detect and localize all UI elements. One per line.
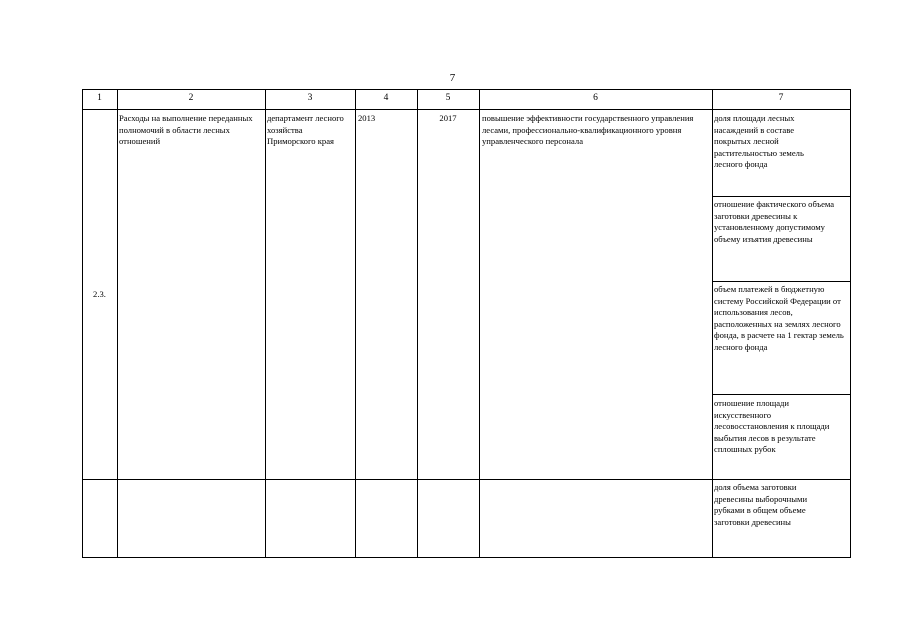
header-divider: [82, 109, 851, 110]
column-divider: [479, 89, 480, 558]
column-divider: [265, 89, 266, 558]
row-divider: [82, 479, 851, 480]
column-header-3: 3: [307, 93, 313, 103]
indicator-text: отношение фактического объема заготовки древесины к установленному допустимому объему изъятия древесины: [714, 199, 835, 244]
column-header-4: 4: [383, 93, 389, 103]
program-table: [82, 89, 850, 558]
row-number: 2.3.: [93, 289, 106, 299]
table-border-left: [82, 89, 83, 558]
expense-description: Расходы на выполнение переданных полномочий в области лесных отношений: [119, 113, 253, 147]
goal-description: повышение эффективности государственного управления лесами, профессионально-квалификационного уровня управленческого персонала: [482, 113, 694, 147]
indicator-divider: [712, 196, 851, 197]
table-border-bottom: [82, 557, 851, 558]
column-header-5: 5: [445, 93, 451, 103]
responsible-department: департамент лесного хозяйства Приморского края: [267, 113, 344, 147]
column-header-6: 6: [593, 93, 598, 103]
end-year: 2017: [439, 113, 457, 123]
indicator-divider: [712, 281, 851, 282]
column-divider: [712, 89, 713, 558]
indicator-divider: [712, 394, 851, 395]
table-border-right: [850, 89, 851, 558]
column-header-1: 1: [97, 93, 102, 103]
indicator-text: доля объема заготовки древесины выборочными рубками в общем объеме заготовки древесины: [714, 482, 808, 527]
column-header-2: 2: [188, 93, 194, 103]
indicator-text: отношение площади искусственного лесовосстановления к площади выбытия лесов в результате сплошных рубок: [714, 398, 830, 455]
column-divider: [355, 89, 356, 558]
column-header-7: 7: [778, 93, 784, 103]
column-divider: [117, 89, 118, 558]
indicator-text: объем платежей в бюджетную систему Российской Федерации от использования лесов, расположенных на землях лесного фонда, в расчете на 1 гектар земель лесного фонда: [714, 284, 844, 352]
column-divider: [417, 89, 418, 558]
indicator-text: доля площади лесных насаждений в составе покрытых лесной растительностью земель лесного фонда: [714, 113, 804, 170]
start-year: 2013: [358, 113, 376, 123]
page-number: 7: [449, 72, 456, 84]
